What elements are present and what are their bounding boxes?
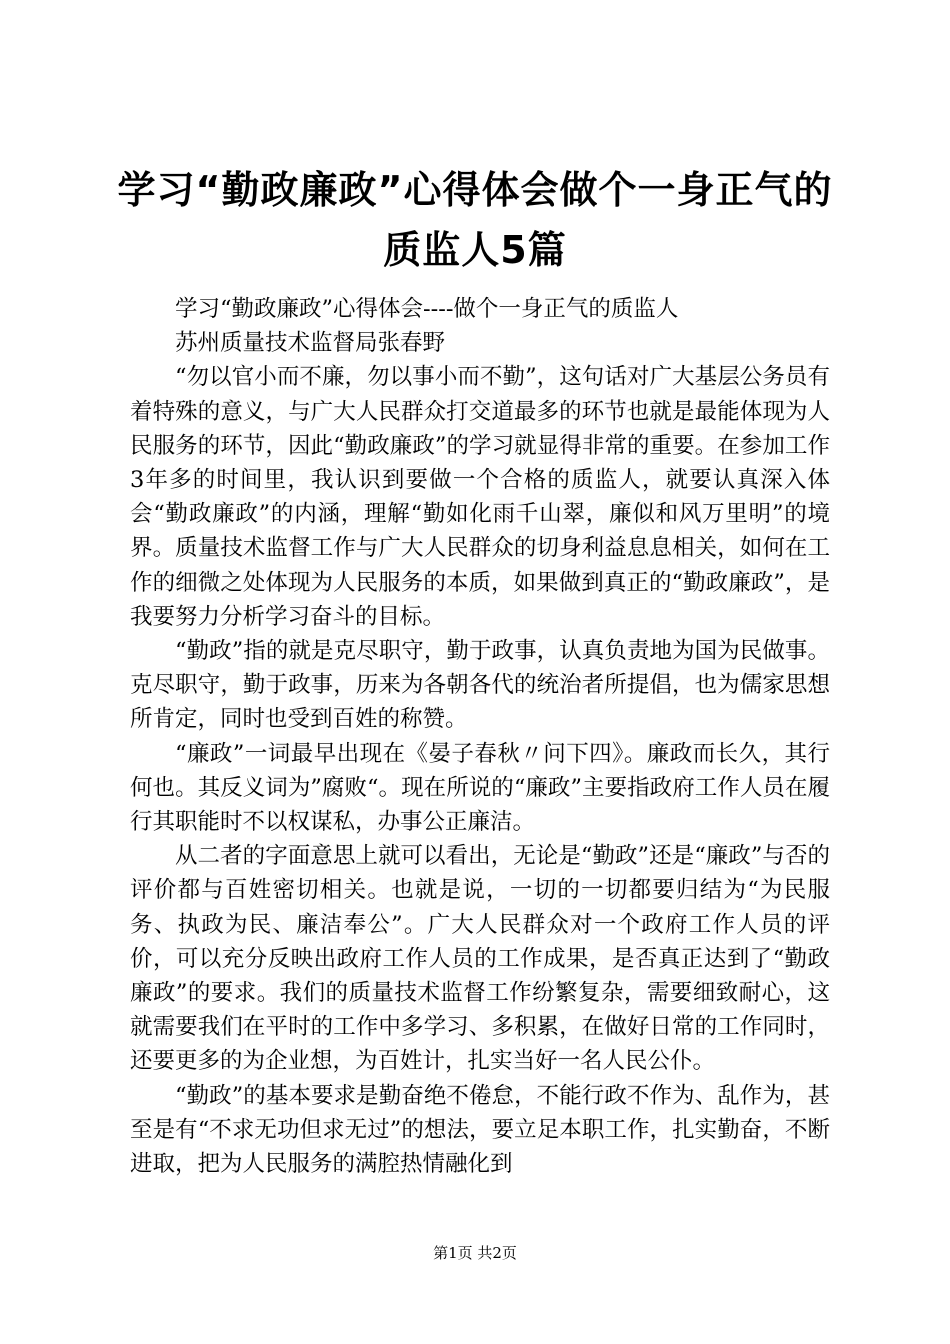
paragraph-5: “勤政”的基本要求是勤奋绝不倦怠，不能行政不作为、乱作为，甚至是有“不求无功但求无过”的想法，要立足本职工作，扎实勤奋，不断进取，把为人民服务的满腔热情融化到: [130, 1082, 830, 1178]
document-body: [130, 292, 830, 1181]
subtitle: 学习“勤政廉政”心得体会----做个一身正气的质监人: [175, 296, 679, 322]
document-title: 学习“勤政廉政”心得体会做个一身正气的质监人5篇: [117, 168, 833, 272]
page-footer: 第1页 共2页: [433, 1244, 517, 1262]
paragraph-2: “勤政”指的就是克尽职守，勤于政事，认真负责地为国为民做事。克尽职守，勤于政事，历来为各朝各代的统治者所提倡，也为儒家思想所肯定，同时也受到百姓的称赞。: [130, 638, 830, 733]
paragraph-4: 从二者的字面意思上就可以看出，无论是“勤政”还是“廉政”与否的评价都与百姓密切相关。也就是说，一切的一切都要归结为“为民服务、执政为民、廉洁奉公”。广大人民群众对一个政府工作人员的评价，可以充分反映出政府工作人员的工作成果，是否真正达到了“勤政廉政”的要求。我们的质量技术监督工作纷繁复杂，需要细致耐心，这就需要我们在平时的工作中多学习、多积累，在做好日常的工作同时，还要更多的为企业想，为百姓计，扎实当好一名人民公仆。: [130, 843, 830, 1075]
paragraph-1: “勿以官小而不廉，勿以事小而不勤”，这句话对广大基层公务员有着特殊的意义，与广大人民群众打交道最多的环节也就是最能体现为人民服务的环节，因此“勤政廉政”的学习就显得非常的重要。在参加工作3年多的时间里，我认识到要做一个合格的质监人，就要认真深入体会“勤政廉政”的内涵，理解“勤如化雨千山翠，廉似和风万里明”的境界。质量技术监督工作与广大人民群众的切身利益息息相关，如何在工作的细微之处体现为人民服务的本质，如果做到真正的“勤政廉政”，是我要努力分析学习奋斗的目标。: [130, 364, 830, 630]
author-line: 苏州质量技术监督局张春野: [175, 330, 446, 357]
paragraph-3: “廉政”一词最早出现在《晏子春秋〃问下四》。廉政而长久，其行何也。其反义词为”腐败“。现在所说的“廉政”主要指政府工作人员在履行其职能时不以权谋私，办事公正廉洁。: [130, 740, 830, 836]
